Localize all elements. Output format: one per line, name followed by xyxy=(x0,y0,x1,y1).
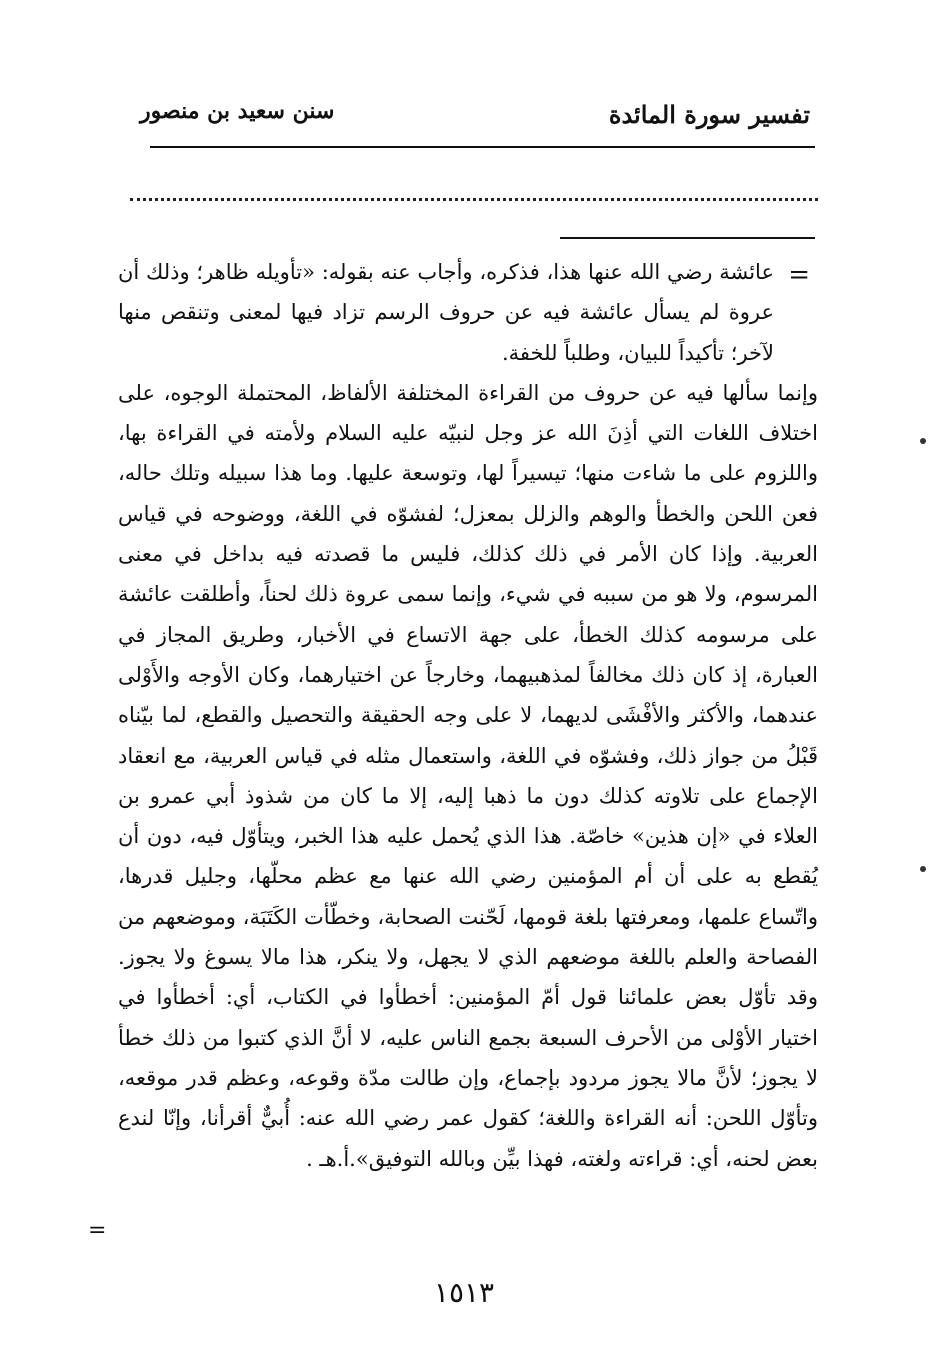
paragraph-1: عائشة رضي الله عنها هذا، فذكره، وأجاب عنه بقوله: «تأويله ظاهر؛ وذلك أن عروة لم يسأل عائشة فيه عن حروف الرسم تزاد فيها لمعنى وتنقص منها لآخر؛ تأكيداً للبيان، وطلباً للخفة. xyxy=(118,260,774,365)
margin-dot-top xyxy=(920,438,926,444)
dotted-divider xyxy=(130,198,818,201)
margin-continuation-mark: = xyxy=(88,1218,107,1243)
paragraph-2: وإنما سألها فيه عن حروف من القراءة المختلفة الألفاظ، المحتملة الوجوه، على اختلاف اللغات التي أذِنَ الله عز وجل لنبيّه عليه السلام ولأمته في القراءة بها، واللزوم على ما شاءت منها؛ تيسيراً لها، وتوسعة عليها. وما هذا سبيله وتلك حاله، فعن اللحن والخطأ والوهم والزلل بمعزل؛ لفشوّه في اللغة، ووضوحه في قياس العربية. وإذا كان الأمر في ذلك كذلك، فليس ما قصدته فيه بداخل في معنى المرسوم، ولا هو من سببه في شيء، وإنما سمى عروة ذلك لحناً، وأطلقت عائشة على مرسومه كذلك الخطأ، على جهة الاتساع في الأخبار، وطريق المجاز في العبارة، إذ كان ذلك مخالفاً لمذهبيهما، وخارجاً عن اختيارهما، وكان الأوجه والأَوْلى عندهما، والأكثر والأفْشَى لديهما، لا على وجه الحقيقة والتحصيل والقطع، لما بيّناه قَبْلُ من جواز ذلك، وفشوّه في اللغة، واستعمال مثله في قياس العربية، مع انعقاد الإجماع على تلاوته كذلك دون ما ذهبا إليه، إلا ما كان من شذوذ أبي عمرو بن العلاء في «إن هذين» خاصّة. هذا الذي يُحمل عليه هذا الخبر، ويتأوّل فيه، دون أن يُقطع به على أن أم المؤمنين رضي الله عنها مع عظم محلّها، وجليل قدرها، واتّساع علمها، ومعرفتها بلغة قومها، لَحّنت الصحابة، وخطّأت الكَتَبَة، وموضعهم من الفصاحة والعلم باللغة موضعهم الذي لا يجهل، ولا ينكر، هذا مالا يسوغ ولا يجوز. وقد تأوّل بعض علمائنا قول أمّ المؤمنين: أخطأوا في الكتاب، أي: أخطأوا في اختيار الأوْلى من الأحرف السبعة بجمع الناس عليه، لا أنَّ الذي كتبوا من ذلك خطأ لا يجوز؛ لأنَّ مالا يجوز مردود بإجماع، وإن طالت مدّة وقوعه، وعظم قدر موقعه، وتأوّل اللحن: أنه القراءة واللغة؛ كقول عمر رضي الله عنه: أُبيٌّ أقرأنا، وإنّا لندع بعض لحنه، أي: قراءته ولغته، فهذا بيِّن وبالله التوفيق».أ.هـ . xyxy=(118,380,818,1171)
continuation-mark: = xyxy=(788,260,810,290)
page-number: ١٥١٣ xyxy=(433,1276,495,1309)
margin-dot-bottom xyxy=(920,866,926,872)
chapter-title: تفسير سورة المائدة xyxy=(608,100,810,129)
header-divider xyxy=(150,146,815,148)
footnote-divider xyxy=(560,237,815,239)
book-title: سنن سعيد بن منصور xyxy=(140,98,335,124)
body-text xyxy=(118,252,818,1179)
